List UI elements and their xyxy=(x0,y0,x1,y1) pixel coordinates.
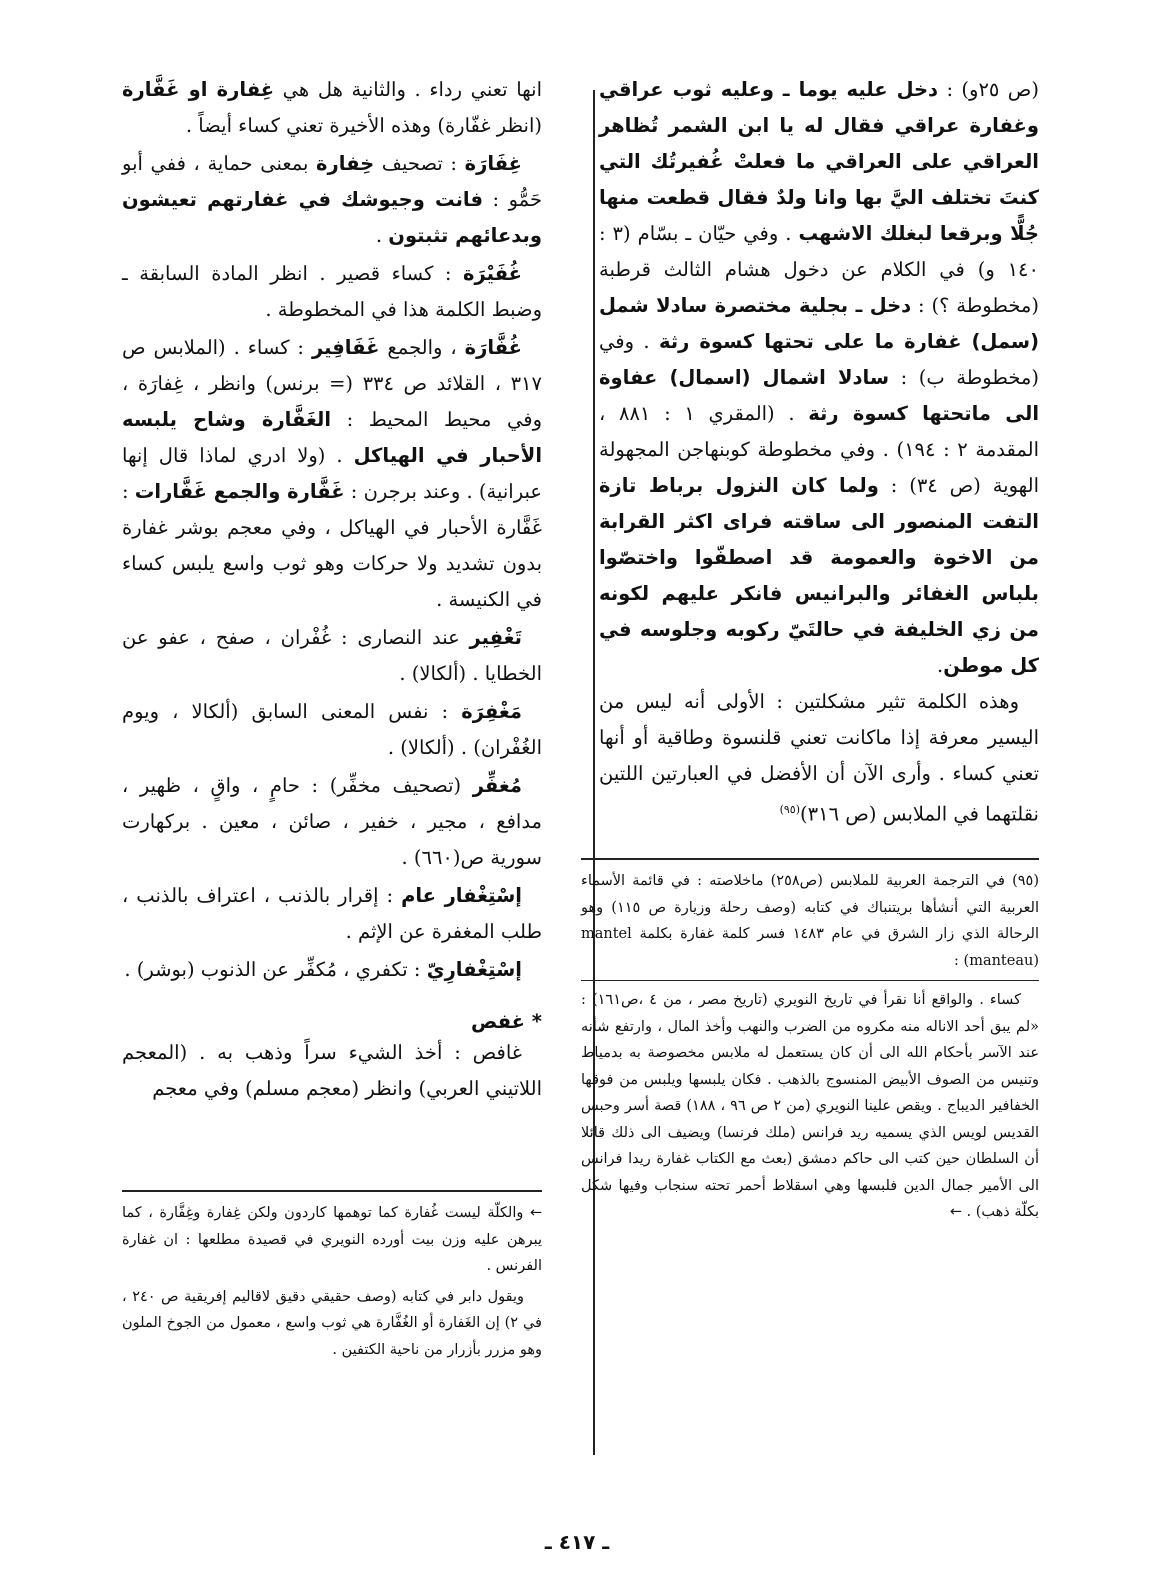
text-segment: : غَفَّارة الأحبار في الهياكل ، وفي معجم بوشر غفارة بدون تشديد ولا حركات وهو ثوب واسع يلبس كساء في الكنيسة . xyxy=(122,480,542,611)
root-heading-ghfs: * غفص xyxy=(471,1010,542,1033)
continue-arrow-icon: ← xyxy=(529,1205,542,1221)
entry-definition: : تكفري ، مُكفِّر عن الذنوب (بوشر) . xyxy=(124,958,427,981)
entry-definition: عند النصارى : غُفْران ، صفح ، عفو عن الخطايا . (ألكالا) . xyxy=(122,626,542,685)
entry-definition: (تصحيف مخفِّر) : حامٍ ، واقٍ ، ظهير ، مدافع ، مجير ، خفير ، صائن ، معين . بركهارت سورية ص(٦٦٠) . xyxy=(122,774,542,869)
footnote-inner-rule xyxy=(581,980,1039,981)
quoted-text: فانت وجيوشك في غفارتهم تعيشون وبدعائهم تثبتون xyxy=(122,188,542,247)
quoted-text: دخل عليه يوما ـ وعليه ثوب عراقي وغفارة عراقي فقال له يا ابن الشمر تُظاهر العراقي على العراقي ما فعلتْ غُفيرتُك التي كنتَ تختلف اليَّ بها وانا ولدٌ فقال قطعت منها جُلًّا وبرقعا لبغلك الاشهب xyxy=(599,78,1039,245)
footnote-continued xyxy=(581,987,1039,1226)
right-footnotes xyxy=(581,868,1039,1226)
continue-arrow-icon: ← xyxy=(949,1204,962,1220)
text-segment: . (ولا ادري لماذا قال إنها عبرانية) . وعند برجرن : xyxy=(122,444,543,503)
entry-headword: تَغْفِير xyxy=(469,626,522,649)
entry-maghfira xyxy=(122,694,542,766)
text-segment: وهذه الكلمة تثير مشكلتين : الأولى أنه ليس من اليسير معرفة إذا ماكانت تعني قلنسوة وطاقية أو أنها تعني كساء . وأرى الآن أن الأفضل في العبارتين اللتين نقلتهما في الملابس (ص ٣١٦) xyxy=(599,690,1039,826)
text-segment: . وفي حيّان ـ بسّام (٣ : ١٤٠ و) في الكلام عن دخول هشام الثالث قرطبة (مخطوطة ؟) : xyxy=(599,222,1039,317)
entry-istighfari xyxy=(122,952,542,988)
entry-headword: إسْتِغْفارِيّ xyxy=(426,958,522,981)
entry-definition: : نفس المعنى السابق (ألكالا ، ويوم الغُفْران) . (ألكالا) . xyxy=(122,700,542,759)
entry-ghuffara xyxy=(122,330,542,618)
left-footnotes xyxy=(122,1200,542,1363)
right-paragraph-1 xyxy=(599,72,1039,684)
footnote-text: ويقول دابر في كتابه (وصف حقيقي دقيق لاقاليم إفريقية ص ٢٤٠ ، في ٢) إن الغَفارة أو الغُفَّارة هي ثوب واسع ، معمول من الجوخ الملون وهو مزرر بأزرار من ناحية الكتفين . xyxy=(122,1288,542,1358)
entry-mughaffir xyxy=(122,768,542,876)
entry-headword: مَغْفِرَة xyxy=(461,700,522,723)
entry-headword: غُفَيْرَة xyxy=(463,262,522,285)
term: غَفَّارة والجمع غَفَّارات xyxy=(134,480,345,503)
quoted-text: دخل ـ بجلية مختصرة سادلا شمل (سمل) غفارة ما على تحتها كسوة رثة xyxy=(599,294,1039,353)
text-segment: . xyxy=(937,654,944,677)
right-paragraph-2 xyxy=(599,684,1039,833)
text-segment: . (المقري ١ : ٨٨١ ، المقدمة ٢ : ١٩٤) . وفي مخطوطة كوبنهاجن المجهولة الهوية (ص ٣٤) : xyxy=(599,402,1040,497)
entry-definition: : إقرار بالذنب ، اعتراف بالذنب ، طلب المغفرة عن الإثم . xyxy=(122,884,542,943)
entry-taghfir xyxy=(122,620,542,692)
term: خِفارة xyxy=(316,152,375,175)
text-segment: (ص ٢٥و) : xyxy=(938,78,1039,101)
column-divider xyxy=(593,90,595,1455)
entry-ghufayra xyxy=(122,256,542,328)
footnote-text: كساء . والواقع أنا نقرأ في تاريخ النويري (تاريخ مصر ، من ٤ ،ص١٦١) : «لم يبق أحد الاناله منه مكروه من الضرب والنهب وأخذ المال ، وارتفع شأنه عند الآسر بأحكام الله الى أن كان يستعمل له ملابس مخصوصة به بدمياط وتنيس من الصوف الأبيض المنسوج بالذهب . فكان يلبسها ويلبس من فوقها الخفافير الديباج . ويقص علينا النويري (من ٢ ص ٩٦ ، ١٨٨) قصة أسر وحبس القديس لويس الذي يسميه ريد فرانس (ملك فرنسا) ويضيف الى ذلك قائلا أن السلطان حين كتب الى حاكم دمشق (بعث مع الكتاب غفارة ريدا فرانس الى الأمير جمال الدين فلبسها وهي اسقلاط أحمر تحته سنجاب وفيها شكل بكلّة ذهب) . xyxy=(581,992,1039,1220)
text-segment: انها تعني رداء . والثانية هل هي xyxy=(274,78,542,101)
entry-headword: غُفَّارَة xyxy=(464,336,522,359)
right-column xyxy=(599,72,1039,833)
entry-ghafas: غافص : أخذ الشيء سراً وذهب به . (المعجم اللاتيني العربي) وانظر (معجم مسلم) وفي معجم xyxy=(122,1041,542,1100)
text-segment: : تصحيف xyxy=(374,152,465,175)
quoted-text: الغَفَّارة وشاح يلبسه الأحبار في الهياكل xyxy=(122,408,543,467)
text-segment: . وفي (مخطوطة ب) : xyxy=(599,330,1039,389)
text-segment: بمعنى حماية ، ففي أبو حَمُّو : xyxy=(122,152,542,211)
left-column xyxy=(122,72,542,1107)
entry-ghifara xyxy=(122,146,542,254)
term: غَفَافِير xyxy=(311,336,380,359)
text-segment: . xyxy=(375,224,389,247)
footnote-text: والكلّة ليست غُفارة كما توهمها كاردون ولكن غِفارة وغِفَّارة ، كما يبرهن عليه وزن بيت أورده النويري في قصيدة مطلعها : ان غفارة الفرنس . xyxy=(122,1205,542,1274)
left-paragraph-1 xyxy=(122,72,542,144)
footnote-continuation xyxy=(122,1200,542,1280)
footnote-separator-left xyxy=(122,1190,542,1192)
text-segment: (انظر غفّارة) وهذه الأخيرة تعني كساء أيضاً . xyxy=(185,114,542,137)
page-number: ـ ٤١٧ ـ xyxy=(544,1530,610,1554)
text-segment: ، والجمع xyxy=(379,336,465,359)
entry-istighfar-am xyxy=(122,878,542,950)
quoted-text: سادلا اشمال (اسمال) عفاوة الى ماتحتها كسوة رثة xyxy=(599,366,1040,425)
footnote-separator-right xyxy=(581,858,1039,860)
entry-headword: غِفَارَة xyxy=(464,152,522,175)
entry-definition: : كساء قصير . انظر المادة السابقة ـ وضبط الكلمة هذا في المخطوطة . xyxy=(122,262,542,321)
text-segment: : كساء . (الملابس ص ٣١٧ ، القلائد ص ٣٣٤ (= برنس) وانظر ، غِفارَة ، وفي محيط المحيط : xyxy=(122,336,542,431)
footnote-95: (٩٥) في الترجمة العربية للملابس (ص٢٥٨) ماخلاصته : في قائمة الأسماء العربية التي أنشأها بريتنباك في كتابه (وصف رحلة وزيارة ص ١١٥) وهو الرحالة الذي زار الشرق في عام ١٤٨٣ فسر كلمة غفارة بكلمة mantel (manteau) : xyxy=(581,873,1040,969)
quoted-text: ولما كان النزول برباط تازة التفت المنصور الى ساقته فراى اكثر القرابة من الاخوة والعمومة قد اصطفّوا واختصّوا بلباس الغفائر والبرانيس فانكر عليهم لكونه من زي الخليفة في حالتَيّ ركوبه وجلوسه في كل موطن xyxy=(599,474,1039,677)
entry-headword: مُغفِّر xyxy=(472,774,522,797)
term: غِفارة او غَفَّارة xyxy=(122,78,275,101)
entry-headword: إسْتِغْفار عام xyxy=(401,884,522,907)
footnote-marker: (٩٥) xyxy=(779,803,801,816)
